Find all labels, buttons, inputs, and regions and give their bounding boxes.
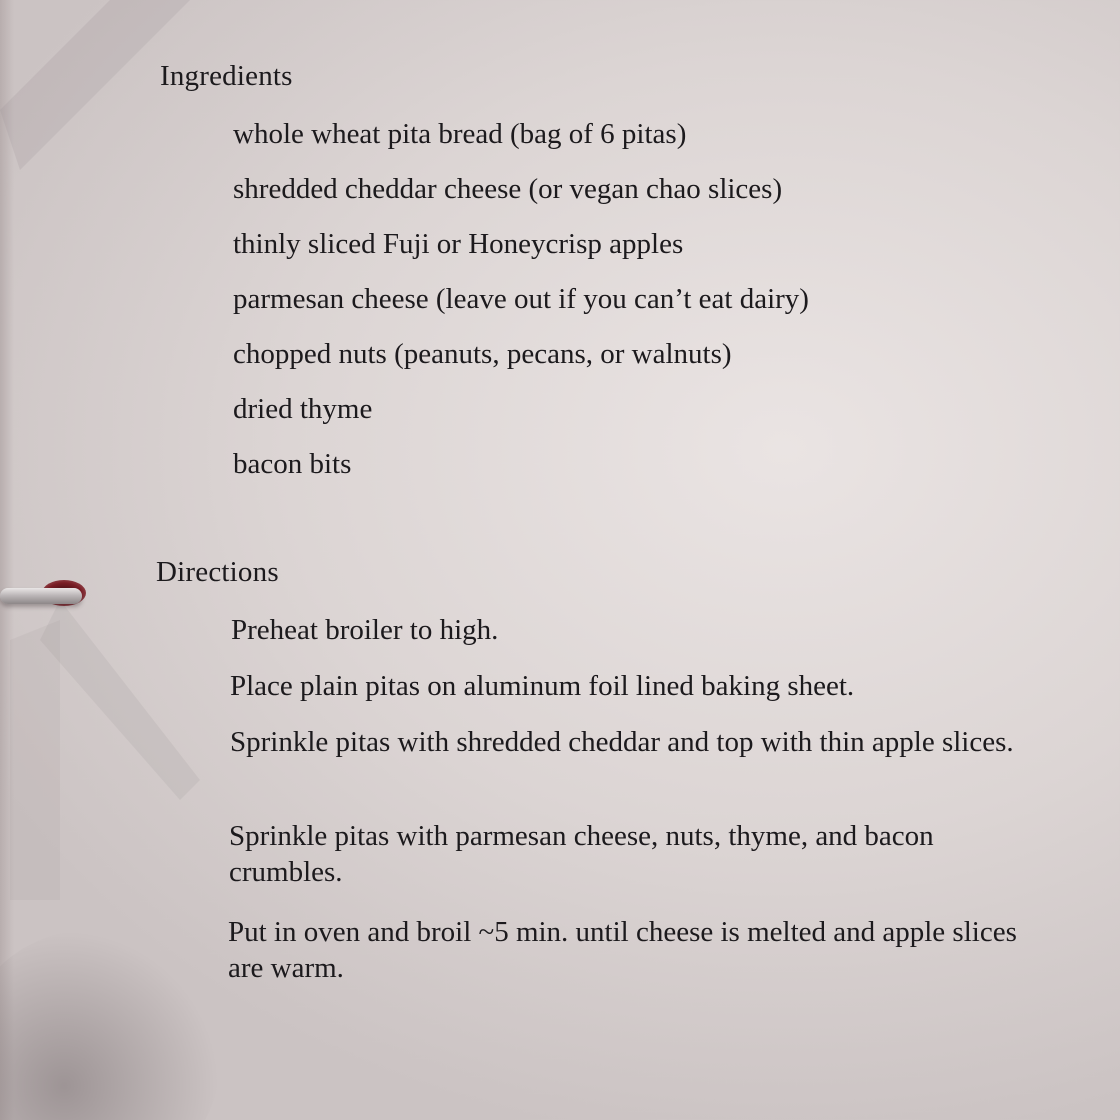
ingredient-item: parmesan cheese (leave out if you can’t eat dairy) (233, 283, 809, 315)
binder-ring (0, 580, 90, 614)
ingredient-item: chopped nuts (peanuts, pecans, or walnuts) (233, 338, 732, 370)
directions-heading: Directions (156, 556, 279, 588)
ingredient-item: bacon bits (233, 448, 352, 480)
direction-step: Sprinkle pitas with shredded cheddar and top with thin apple slices. (230, 726, 1014, 758)
ring-bar (0, 588, 82, 604)
direction-step: Put in oven and broil ~5 min. until cheese is melted and apple slices are warm. (228, 916, 1017, 984)
ingredient-item: shredded cheddar cheese (or vegan chao slices) (233, 173, 783, 205)
ingredient-item: thinly sliced Fuji or Honeycrisp apples (233, 228, 684, 260)
ingredients-heading: Ingredients (160, 60, 293, 92)
ingredient-item: dried thyme (233, 393, 373, 425)
direction-step: Sprinkle pitas with parmesan cheese, nuts, thyme, and bacon crumbles. (229, 820, 934, 888)
direction-step: Preheat broiler to high. (231, 614, 499, 646)
ingredient-item: whole wheat pita bread (bag of 6 pitas) (233, 118, 687, 150)
direction-step: Place plain pitas on aluminum foil lined baking sheet. (230, 670, 855, 702)
